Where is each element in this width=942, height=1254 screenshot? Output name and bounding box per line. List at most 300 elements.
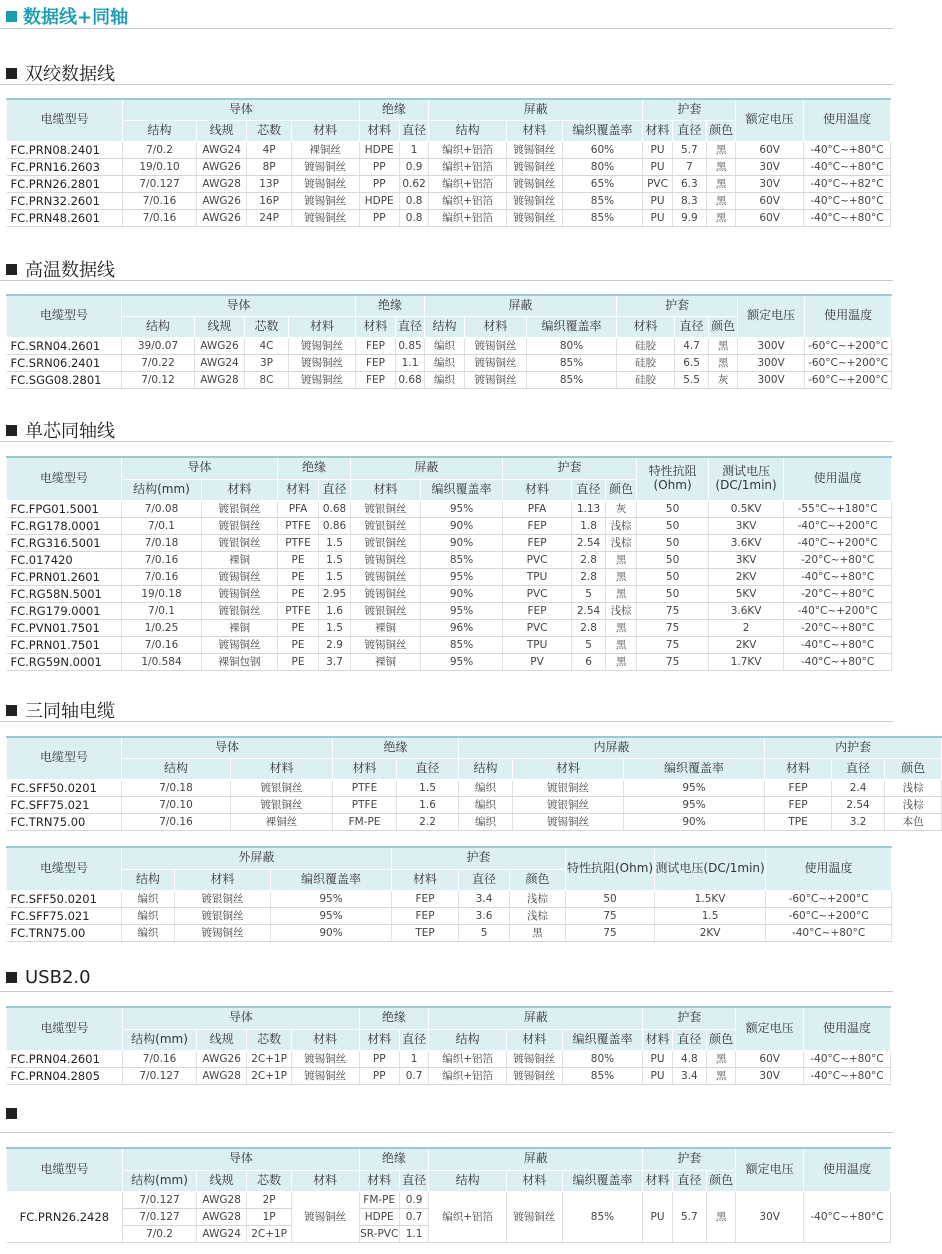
table-cell: AWG24 xyxy=(196,141,247,158)
table-cell: 镀银铜丝 xyxy=(351,602,421,619)
header-coverage: 编织覆盖率 xyxy=(624,758,765,779)
table-cell: 镀锡铜丝 xyxy=(351,585,421,602)
table-cell: 60V xyxy=(736,192,804,209)
table-row xyxy=(7,354,892,371)
table-cell: 96% xyxy=(421,619,503,636)
table-cell: 2.4 xyxy=(832,779,885,796)
table-cell: AWG26 xyxy=(196,192,247,209)
table-cell: 灰 xyxy=(709,371,738,388)
page-title-text: 数据线+同轴 xyxy=(23,7,129,28)
table-cell: 7/0.16 xyxy=(122,636,202,653)
table-cell: 7/0.2 xyxy=(123,141,197,158)
table-cell: 90% xyxy=(271,924,392,941)
header-material: 材料 xyxy=(351,479,421,500)
header-material: 材料 xyxy=(643,120,672,141)
section-title-text: 高温数据线 xyxy=(25,260,115,281)
section-square-icon xyxy=(6,972,17,983)
header-cores: 芯数 xyxy=(247,1029,291,1050)
table-cell: PP xyxy=(359,1050,399,1067)
table-cell: 黑 xyxy=(606,619,637,636)
header-coverage: 编织覆盖率 xyxy=(421,479,503,500)
header-structure: 结构 xyxy=(429,1029,507,1050)
cell-model: FC.SFF75.021 xyxy=(7,907,122,924)
table-cell: 5KV xyxy=(709,585,784,602)
table-cell: 1 xyxy=(399,1050,428,1067)
table-cell: TPU xyxy=(503,568,572,585)
table-cell: 75 xyxy=(637,653,709,670)
table-cell: -40°C~+82°C xyxy=(804,175,891,192)
table-cell: 8.3 xyxy=(672,192,706,209)
header-coverage: 编织覆盖率 xyxy=(562,1170,643,1191)
table-cell: 黑 xyxy=(709,354,738,371)
header-diameter: 直径 xyxy=(397,758,459,779)
header-inner-jacket: 内护套 xyxy=(765,737,942,758)
table-cell: FEP xyxy=(503,517,572,534)
table-cell: 镀银铜丝 xyxy=(351,534,421,551)
table-cell: 6.3 xyxy=(672,175,706,192)
table-cell: PTFE xyxy=(278,517,319,534)
table-cell: 75 xyxy=(566,907,655,924)
header-conductor: 导体 xyxy=(123,99,359,120)
table-cell: 黑 xyxy=(707,175,736,192)
table-cell: 7/0.10 xyxy=(122,796,231,813)
table-cell: 灰 xyxy=(606,500,637,517)
header-material: 材料 xyxy=(507,1170,563,1191)
table-cell: 50 xyxy=(637,568,709,585)
header-material: 材料 xyxy=(231,758,333,779)
table-row xyxy=(7,1067,891,1084)
table-cell: 85% xyxy=(562,1067,643,1084)
cell-insulation-diameter: 1.1 xyxy=(399,1225,428,1242)
table-cell: 裸铜 xyxy=(351,653,421,670)
header-test-voltage: 测试电压(DC/1min) xyxy=(709,457,784,500)
table-cell: FEP xyxy=(765,779,832,796)
header-temp: 使用温度 xyxy=(766,847,892,890)
table-row xyxy=(7,585,892,602)
header-color: 颜色 xyxy=(606,479,637,500)
table-cell: 1/0.25 xyxy=(122,619,202,636)
table-cell: 85% xyxy=(527,371,617,388)
cell-temp: -40°C~+80°C xyxy=(804,1191,891,1242)
table-cell: 90% xyxy=(421,585,503,602)
table-cell: 编织+铝箔 xyxy=(429,158,507,175)
table-cell: 0.7 xyxy=(399,1067,428,1084)
table-cell: 30V xyxy=(736,1067,804,1084)
table-cell: 浅棕 xyxy=(885,796,942,813)
header-diameter: 直径 xyxy=(832,758,885,779)
table-cell: PU xyxy=(643,192,672,209)
table-cell: 300V xyxy=(738,371,805,388)
table-cell: 0.68 xyxy=(396,371,425,388)
table-row xyxy=(7,890,892,907)
cell-structure: 7/0.127 xyxy=(123,1208,197,1225)
table-cell: 镀锡铜丝 xyxy=(465,337,527,354)
table-cell: 黑 xyxy=(707,192,736,209)
table-cell: 1.5KV xyxy=(655,890,766,907)
table-cell: -40°C~+80°C xyxy=(804,1050,891,1067)
table-cell: 30V xyxy=(736,158,804,175)
section-title-text: 三同轴电缆 xyxy=(25,701,115,722)
table-cell: 1.6 xyxy=(397,796,459,813)
table-cell: 2.54 xyxy=(832,796,885,813)
cell-model: FC.SFF50.0201 xyxy=(7,890,122,907)
header-voltage: 额定电压 xyxy=(738,295,805,337)
table-cell: 镀锡铜丝 xyxy=(507,1050,563,1067)
header-temp: 使用温度 xyxy=(804,99,891,141)
table-cell: 7/0.12 xyxy=(122,371,195,388)
table-cell: 编织+铝箔 xyxy=(429,175,507,192)
table-cell: 75 xyxy=(566,924,655,941)
table-cell: 镀锡铜丝 xyxy=(351,568,421,585)
table-cell: 7/0.127 xyxy=(123,175,197,192)
header-cores: 芯数 xyxy=(245,316,289,337)
table-cell: 3.4 xyxy=(459,890,510,907)
table-cell: 黑 xyxy=(707,141,736,158)
table-cell: 7/0.18 xyxy=(122,534,202,551)
table-cell: 5 xyxy=(459,924,510,941)
twisted-data-cable-table xyxy=(6,98,891,227)
table-cell: -20°C~+80°C xyxy=(784,551,892,568)
table-cell: 24P xyxy=(247,209,291,226)
header-material: 材料 xyxy=(465,316,527,337)
table-row xyxy=(7,158,891,175)
table-cell: 黑 xyxy=(606,636,637,653)
cell-jacket-color: 黑 xyxy=(707,1191,736,1242)
header-voltage: 额定电压 xyxy=(736,1007,804,1050)
table-cell: AWG26 xyxy=(195,337,245,354)
table-cell: 90% xyxy=(624,813,765,830)
table-cell: -60°C~+200°C xyxy=(805,354,892,371)
cell-model: FC.FPG01.5001 xyxy=(7,500,122,517)
table-cell: 7/0.22 xyxy=(122,354,195,371)
table-cell: PU xyxy=(643,1050,672,1067)
table-cell: FEP xyxy=(765,796,832,813)
table-cell: 7/0.16 xyxy=(122,813,231,830)
table-cell: FEP xyxy=(503,534,572,551)
table-cell: 65% xyxy=(562,175,643,192)
table-cell: -40°C~+80°C xyxy=(766,924,892,941)
cell-model: FC.RG316.5001 xyxy=(7,534,122,551)
header-temp: 使用温度 xyxy=(805,295,892,337)
header-model: 电缆型号 xyxy=(7,847,122,890)
cell-model: FC.SGG08.2801 xyxy=(7,371,122,388)
header-structure-mm: 结构(mm) xyxy=(122,479,202,500)
table-cell: 2.8 xyxy=(572,551,606,568)
table-cell: 6.5 xyxy=(675,354,709,371)
table-cell: 3.6 xyxy=(459,907,510,924)
header-jacket: 护套 xyxy=(643,99,736,120)
header-material: 材料 xyxy=(765,758,832,779)
section-title-triax xyxy=(6,697,115,723)
header-voltage: 额定电压 xyxy=(736,99,804,141)
section-title-untitled xyxy=(6,1108,25,1119)
table-cell: 镀银铜丝 xyxy=(175,907,271,924)
header-insulation: 绝缘 xyxy=(333,737,459,758)
table-cell: -55°C~+180°C xyxy=(784,500,892,517)
table-cell: 39/0.07 xyxy=(122,337,195,354)
section-title-text: 双绞数据线 xyxy=(25,64,115,85)
table-cell: 镀锡铜丝 xyxy=(291,1067,359,1084)
header-material: 材料 xyxy=(291,120,359,141)
high-temp-data-cable-table xyxy=(6,294,892,389)
table-cell: 50 xyxy=(637,534,709,551)
header-conductor: 导体 xyxy=(122,457,278,479)
table-cell: 5 xyxy=(572,585,606,602)
table-cell: PV xyxy=(503,653,572,670)
table-cell: PFA xyxy=(278,500,319,517)
table-cell: 1.8 xyxy=(572,517,606,534)
table-cell: AWG28 xyxy=(195,371,245,388)
table-cell: -40°C~+80°C xyxy=(784,568,892,585)
header-structure: 结构 xyxy=(429,1170,507,1191)
table-cell: 85% xyxy=(421,551,503,568)
table-row xyxy=(7,175,891,192)
single-coax-table xyxy=(6,456,892,671)
table-cell: 浅棕 xyxy=(606,517,637,534)
table-cell: 黑 xyxy=(606,653,637,670)
header-diameter: 直径 xyxy=(675,316,709,337)
header-shield: 屏蔽 xyxy=(429,99,643,120)
table-cell: 硅胶 xyxy=(617,371,675,388)
header-structure-mm: 结构(mm) xyxy=(123,1170,197,1191)
table-row xyxy=(7,636,892,653)
table-cell: AWG28 xyxy=(196,1067,247,1084)
cell-model: FC.RG58N.5001 xyxy=(7,585,122,602)
header-diameter: 直径 xyxy=(399,1170,428,1191)
table-cell: 镀银铜丝 xyxy=(202,517,278,534)
table-row xyxy=(7,209,891,226)
header-jacket: 护套 xyxy=(392,847,566,869)
header-cores: 芯数 xyxy=(247,120,291,141)
table-cell: PE xyxy=(278,636,319,653)
table-cell: 镀锡铜丝 xyxy=(465,354,527,371)
header-color: 颜色 xyxy=(510,869,566,890)
cell-jacket-diameter: 5.7 xyxy=(672,1191,706,1242)
table-cell: 镀锡铜丝 xyxy=(289,337,356,354)
table-row xyxy=(7,796,942,813)
table-row xyxy=(7,619,892,636)
cell-shield-structure: 编织+铝箔 xyxy=(429,1191,507,1242)
table-cell: 13P xyxy=(247,175,291,192)
table-cell: 7/0.16 xyxy=(123,192,197,209)
table-row xyxy=(7,907,892,924)
table-cell: 浅棕 xyxy=(510,890,566,907)
table-cell: FEP xyxy=(392,890,459,907)
table-cell: PTFE xyxy=(278,534,319,551)
cell-model: FC.PRN26.2801 xyxy=(7,175,123,192)
table-cell: 镀锡铜丝 xyxy=(507,209,563,226)
header-structure: 结构 xyxy=(425,316,465,337)
table-cell: 2C+1P xyxy=(247,1067,291,1084)
table-cell: 95% xyxy=(421,500,503,517)
header-diameter: 直径 xyxy=(319,479,351,500)
section-square-icon xyxy=(6,68,17,79)
table-cell: 3.6KV xyxy=(709,602,784,619)
table-cell: 编织 xyxy=(459,796,513,813)
table-cell: 黑 xyxy=(510,924,566,941)
header-test-voltage: 测试电压(DC/1min) xyxy=(655,847,766,890)
table-cell: 镀锡铜丝 xyxy=(289,371,356,388)
table-cell: AWG26 xyxy=(196,1050,247,1067)
section-title-usb xyxy=(6,967,91,988)
table-cell: 镀锡铜丝 xyxy=(291,1050,359,1067)
table-cell: 8P xyxy=(247,158,291,175)
table-cell: PVC xyxy=(503,585,572,602)
header-structure: 结构 xyxy=(122,316,195,337)
table-cell: 镀锡铜丝 xyxy=(175,924,271,941)
table-cell: 浅棕 xyxy=(510,907,566,924)
table-cell: FEP xyxy=(356,371,396,388)
header-material: 材料 xyxy=(617,316,675,337)
table-cell: 85% xyxy=(562,209,643,226)
header-structure-mm: 结构(mm) xyxy=(123,1029,197,1050)
table-cell: 0.85 xyxy=(396,337,425,354)
header-model: 电缆型号 xyxy=(7,737,122,779)
header-insulation: 绝缘 xyxy=(356,295,425,316)
table-cell: 黑 xyxy=(707,209,736,226)
table-cell: 编织 xyxy=(425,354,465,371)
triax-table-part-a xyxy=(6,736,942,831)
table-cell: 编织 xyxy=(425,371,465,388)
header-coverage: 编织覆盖率 xyxy=(562,1029,643,1050)
table-cell: -40°C~+80°C xyxy=(804,209,891,226)
section-divider xyxy=(0,441,893,442)
table-cell: 1.5 xyxy=(655,907,766,924)
header-material: 材料 xyxy=(513,758,624,779)
section-divider xyxy=(0,991,893,992)
table-cell: 镀锡铜丝 xyxy=(291,175,359,192)
table-cell: -40°C~+80°C xyxy=(804,192,891,209)
table-cell: 3.7 xyxy=(319,653,351,670)
table-cell: 9.9 xyxy=(672,209,706,226)
header-structure: 结构 xyxy=(122,758,231,779)
table-cell: 7/0.16 xyxy=(122,568,202,585)
header-structure: 结构 xyxy=(459,758,513,779)
header-jacket: 护套 xyxy=(643,1007,736,1029)
table-cell: 16P xyxy=(247,192,291,209)
header-shield: 屏蔽 xyxy=(429,1007,643,1029)
cell-insulation-diameter: 0.9 xyxy=(399,1191,428,1208)
table-cell: 0.5KV xyxy=(709,500,784,517)
table-cell: 90% xyxy=(421,517,503,534)
cell-model: FC.PRN01.7501 xyxy=(7,636,122,653)
header-diameter: 直径 xyxy=(572,479,606,500)
cell-insulation-diameter: 0.7 xyxy=(399,1208,428,1225)
table-cell: 镀银铜丝 xyxy=(513,796,624,813)
table-cell: 本色 xyxy=(885,813,942,830)
header-material: 材料 xyxy=(356,316,396,337)
table-cell: PE xyxy=(278,619,319,636)
table-cell: 7/0.08 xyxy=(122,500,202,517)
table-cell: 镀锡铜丝 xyxy=(465,371,527,388)
table-cell: PE xyxy=(278,653,319,670)
table-cell: PFA xyxy=(503,500,572,517)
cell-structure: 7/0.127 xyxy=(123,1191,197,1208)
table-cell: 1.5 xyxy=(319,551,351,568)
table-cell: PP xyxy=(359,158,399,175)
table-cell: 编织 xyxy=(122,890,175,907)
table-cell: 85% xyxy=(562,192,643,209)
table-row xyxy=(7,551,892,568)
table-cell: 镀锡铜丝 xyxy=(202,568,278,585)
header-color: 颜色 xyxy=(709,316,738,337)
cell-cores: 2C+1P xyxy=(247,1225,291,1242)
header-material: 材料 xyxy=(507,1029,563,1050)
table-cell: PU xyxy=(643,209,672,226)
table-cell: 95% xyxy=(624,779,765,796)
table-cell: HDPE xyxy=(359,192,399,209)
table-cell: AWG26 xyxy=(196,158,247,175)
table-cell: 裸铜丝 xyxy=(291,141,359,158)
table-cell: -60°C~+200°C xyxy=(766,890,892,907)
table-cell: 镀银铜丝 xyxy=(202,602,278,619)
table-cell: 编织 xyxy=(122,924,175,941)
cell-model: FC.PRN26.2428 xyxy=(7,1191,123,1242)
table-cell: 0.68 xyxy=(319,500,351,517)
table-row xyxy=(7,653,892,670)
table-cell: 90% xyxy=(421,534,503,551)
table-cell: 2.8 xyxy=(572,568,606,585)
table-cell: 7/0.16 xyxy=(123,1050,197,1067)
header-voltage: 额定电压 xyxy=(736,1148,804,1191)
table-cell: 7/0.16 xyxy=(122,551,202,568)
table-cell: 镀锡铜丝 xyxy=(351,551,421,568)
table-cell: 镀银铜丝 xyxy=(231,796,333,813)
header-impedance: 特性抗阻(Ohm) xyxy=(637,457,709,500)
table-cell: 镀锡铜丝 xyxy=(202,636,278,653)
section-divider xyxy=(0,280,893,281)
table-cell: 19/0.10 xyxy=(123,158,197,175)
header-jacket: 护套 xyxy=(617,295,738,316)
header-material: 材料 xyxy=(202,479,278,500)
cell-insulation-material: HDPE xyxy=(359,1208,399,1225)
table-cell: 1 xyxy=(399,141,428,158)
table-row xyxy=(7,534,892,551)
table-cell: 2.9 xyxy=(319,636,351,653)
table-cell: HDPE xyxy=(359,141,399,158)
header-cores: 芯数 xyxy=(247,1170,291,1191)
table-cell: 50 xyxy=(637,517,709,534)
header-insulation: 绝缘 xyxy=(359,99,429,120)
table-row xyxy=(7,192,891,209)
table-cell: 60% xyxy=(562,141,643,158)
table-cell: 75 xyxy=(637,636,709,653)
header-shield: 屏蔽 xyxy=(425,295,617,316)
table-cell: PP xyxy=(359,1067,399,1084)
table-cell: 85% xyxy=(527,354,617,371)
header-color: 颜色 xyxy=(707,120,736,141)
table-cell: 1.5 xyxy=(319,619,351,636)
table-cell: 6 xyxy=(572,653,606,670)
header-outer-shield: 外屏蔽 xyxy=(122,847,392,869)
cell-model: FC.SFF75.021 xyxy=(7,796,122,813)
table-row xyxy=(7,517,892,534)
table-cell: FEP xyxy=(356,354,396,371)
table-cell: -20°C~+80°C xyxy=(784,585,892,602)
table-cell: PE xyxy=(278,551,319,568)
section-title-text: USB2.0 xyxy=(25,967,91,988)
table-cell: 镀银铜丝 xyxy=(202,500,278,517)
cell-model: FC.TRN75.00 xyxy=(7,924,122,941)
header-conductor: 导体 xyxy=(122,737,333,758)
table-cell: 裸铜 xyxy=(202,551,278,568)
cell-model: FC.017420 xyxy=(7,551,122,568)
table-cell: TPU xyxy=(503,636,572,653)
table-row xyxy=(7,813,942,830)
table-cell: -40°C~+200°C xyxy=(784,602,892,619)
table-cell: 95% xyxy=(421,568,503,585)
table-cell: 7/0.16 xyxy=(123,209,197,226)
